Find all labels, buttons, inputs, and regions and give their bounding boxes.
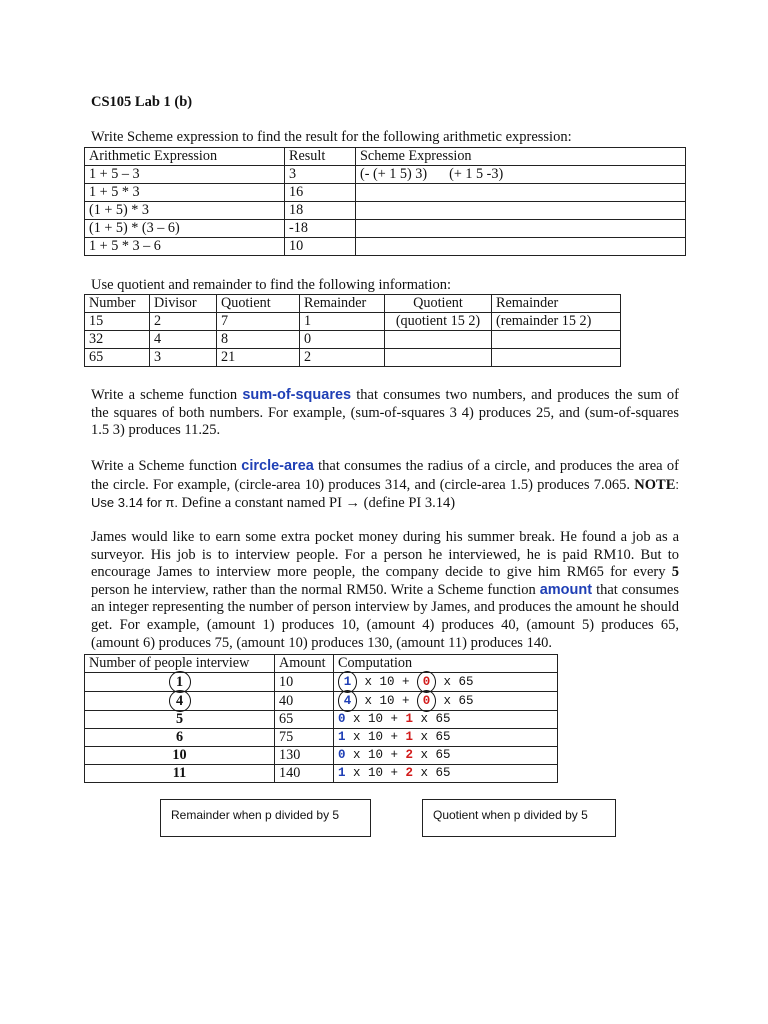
cell-computation xyxy=(334,765,558,783)
cell-result: 18 xyxy=(285,202,356,220)
section3-paragraph xyxy=(91,387,679,440)
cell-expr: (1 + 5) * 3 xyxy=(85,202,285,220)
cell-result: 16 xyxy=(285,184,356,202)
header-cell: Computation xyxy=(334,655,558,673)
table-header-row xyxy=(85,148,686,166)
text: x 10 + xyxy=(345,748,406,762)
cell-divisor: 4 xyxy=(150,331,217,349)
cell-expr: 1 + 5 – 3 xyxy=(85,166,285,184)
section4-paragraph xyxy=(91,458,679,513)
cell-result: 10 xyxy=(285,238,356,256)
remainder-value: 0 xyxy=(338,712,346,726)
table-row xyxy=(85,692,558,711)
cell-amount: 75 xyxy=(275,729,334,747)
header-cell: Divisor xyxy=(150,295,217,313)
bold-number: 5 xyxy=(671,564,679,581)
table-row xyxy=(85,313,621,331)
cell-people: 5 xyxy=(85,711,275,729)
remainder-value: 4 xyxy=(338,690,357,712)
circle-annotation: 4 xyxy=(169,690,191,712)
cell-remainder: 1 xyxy=(300,313,385,331)
header-cell: Number of people interview xyxy=(85,655,275,673)
quotient-value: 1 xyxy=(405,730,414,744)
cell-remainder-expr: (remainder 15 2) xyxy=(492,313,621,331)
quotient-value: 0 xyxy=(417,671,436,693)
text: Write a Scheme function xyxy=(91,458,242,474)
cell-remainder: 2 xyxy=(300,349,385,367)
cell-quotient: 7 xyxy=(217,313,300,331)
arithmetic-table xyxy=(84,147,686,256)
table-row xyxy=(85,673,558,692)
cell-people xyxy=(85,692,275,711)
cell-expr: 1 + 5 * 3 – 6 xyxy=(85,238,285,256)
section1-intro: Write Scheme expression to find the result for the following arithmetic expression: xyxy=(91,129,572,145)
table-row xyxy=(85,202,686,220)
text: x 65 xyxy=(413,712,451,726)
header-cell: Remainder xyxy=(492,295,621,313)
text: x 65 xyxy=(413,748,451,762)
table-row xyxy=(85,331,621,349)
table-header-row xyxy=(85,295,621,313)
text: x 10 + xyxy=(357,694,418,708)
text: that consumes two numbers, and produces the sum of the squares of both numbers. For example, (sum-of-squares 3 4) produces 25, and (sum-of-squares 1.5 3) produces 11.25. xyxy=(91,387,680,439)
cell-people: 6 xyxy=(85,729,275,747)
quotient-value: 2 xyxy=(405,748,414,762)
header-cell: Remainder xyxy=(300,295,385,313)
quotient-value: 1 xyxy=(405,712,414,726)
cell-number: 15 xyxy=(85,313,150,331)
function-name: circle-area xyxy=(241,458,314,474)
text: x 10 + xyxy=(345,766,406,780)
text: Write a scheme function xyxy=(91,387,243,403)
function-name: amount xyxy=(539,581,593,598)
cell-divisor: 3 xyxy=(150,349,217,367)
header-cell: Arithmetic Expression xyxy=(85,148,285,166)
text: x 65 xyxy=(413,766,451,780)
header-cell: Number xyxy=(85,295,150,313)
table-header-row xyxy=(85,655,558,673)
table-row xyxy=(85,220,686,238)
cell-expr: (1 + 5) * (3 – 6) xyxy=(85,220,285,238)
scheme-a: (- (+ 1 5) 3) xyxy=(360,166,428,182)
cell-amount: 130 xyxy=(275,747,334,765)
cell-people: 10 xyxy=(85,747,275,765)
remainder-callout-box: Remainder when p divided by 5 xyxy=(160,799,371,837)
remainder-value: 1 xyxy=(338,671,357,693)
section2-intro: Use quotient and remainder to find the following information: xyxy=(91,277,452,293)
text: x 65 xyxy=(436,675,474,689)
quotient-callout-box: Quotient when p divided by 5 xyxy=(422,799,616,837)
cell-scheme xyxy=(356,220,686,238)
cell-number: 65 xyxy=(85,349,150,367)
text: that consumes an integer representing the number of person interview by James, and produces the amount he should get. For example, (amount 1) produces 10, (amount 4) produces 40, (amount 5) produces 65, (amount 6) produces 75, (amount 10) produces 130, (amount 11) produces 140. xyxy=(91,581,679,651)
cell-quotient-expr xyxy=(385,331,492,349)
text: x 65 xyxy=(413,730,451,744)
table-row xyxy=(85,184,686,202)
table-row xyxy=(85,747,558,765)
section5-paragraph xyxy=(91,529,679,652)
note-text: : Use 3.14 for π. xyxy=(91,476,679,511)
table-row xyxy=(85,729,558,747)
header-cell: Amount xyxy=(275,655,334,673)
header-cell: Quotient xyxy=(385,295,492,313)
text: that consumes the radius of a circle, and produces the area of the circle. For example, (circle-area 10) produces 314, and (circle-area 1.5) produces 7.065. xyxy=(91,458,679,493)
table-row xyxy=(85,238,686,256)
cell-expr: 1 + 5 * 3 xyxy=(85,184,285,202)
cell-number: 32 xyxy=(85,331,150,349)
cell-computation xyxy=(334,692,558,711)
cell-scheme xyxy=(356,184,686,202)
header-cell: Quotient xyxy=(217,295,300,313)
cell-amount: 65 xyxy=(275,711,334,729)
cell-quotient: 8 xyxy=(217,331,300,349)
remainder-value: 1 xyxy=(338,730,346,744)
text: x 10 + xyxy=(345,712,406,726)
header-cell: Result xyxy=(285,148,356,166)
cell-result: -18 xyxy=(285,220,356,238)
quotient-value: 0 xyxy=(417,690,436,712)
table-row xyxy=(85,711,558,729)
function-name: sum-of-squares xyxy=(242,387,352,403)
cell-people xyxy=(85,673,275,692)
cell-remainder-expr xyxy=(492,331,621,349)
cell-scheme xyxy=(356,166,686,184)
cell-scheme xyxy=(356,202,686,220)
header-cell: Scheme Expression xyxy=(356,148,686,166)
cell-computation xyxy=(334,747,558,765)
note-label: NOTE xyxy=(634,476,676,493)
table-row xyxy=(85,349,621,367)
cell-quotient: 21 xyxy=(217,349,300,367)
circle-annotation: 1 xyxy=(169,671,191,693)
cell-quotient-expr xyxy=(385,349,492,367)
cell-result: 3 xyxy=(285,166,356,184)
cell-amount: 40 xyxy=(275,692,334,711)
page-title: CS105 Lab 1 (b) xyxy=(91,94,193,110)
text: x 10 + xyxy=(345,730,406,744)
text: x 10 + xyxy=(357,675,418,689)
amount-table xyxy=(84,654,558,783)
cell-quotient-expr: (quotient 15 2) xyxy=(385,313,492,331)
quotient-table xyxy=(84,294,621,367)
text: James would like to earn some extra pocket money during his summer break. He found a job as a surveyor. His job is to interview people. For a person he interviewed, he is paid RM10. But to encourage James to interview more people, the company decide to give him RM65 for every xyxy=(91,529,679,581)
cell-amount: 10 xyxy=(275,673,334,692)
define-text: Define a constant named PI → (define PI 3.14) xyxy=(178,495,456,512)
cell-people: 11 xyxy=(85,765,275,783)
table-row xyxy=(85,765,558,783)
cell-scheme xyxy=(356,238,686,256)
scheme-b: (+ 1 5 -3) xyxy=(449,166,504,182)
cell-remainder-expr xyxy=(492,349,621,367)
cell-remainder: 0 xyxy=(300,331,385,349)
remainder-value: 1 xyxy=(338,766,346,780)
remainder-value: 0 xyxy=(338,748,346,762)
cell-amount: 140 xyxy=(275,765,334,783)
cell-computation xyxy=(334,673,558,692)
cell-computation xyxy=(334,729,558,747)
table-row xyxy=(85,166,686,184)
quotient-value: 2 xyxy=(405,766,414,780)
text: x 65 xyxy=(436,694,474,708)
cell-computation xyxy=(334,711,558,729)
cell-divisor: 2 xyxy=(150,313,217,331)
text: person he interview, rather than the normal RM50. Write a Scheme function xyxy=(91,581,540,598)
